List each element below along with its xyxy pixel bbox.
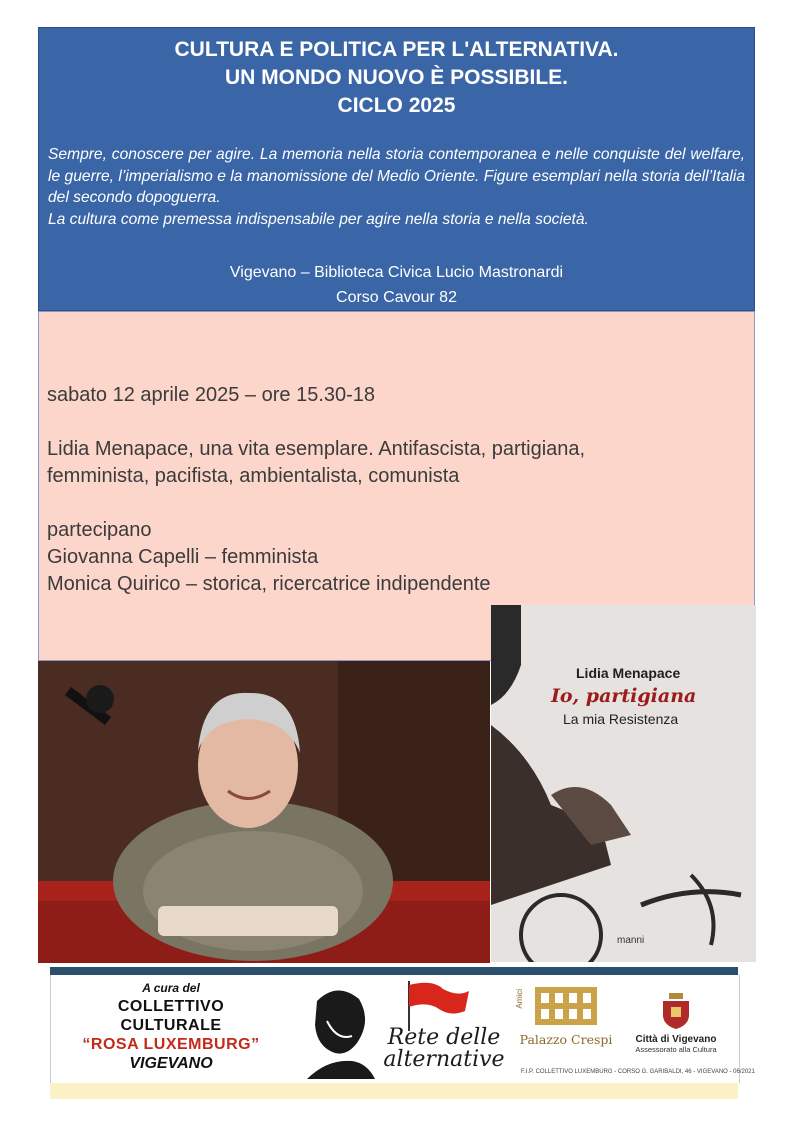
organizer-city: VIGEVANO xyxy=(129,1055,213,1072)
intro-closing: La cultura come premessa indispensabile per agire nella storia e nella società. xyxy=(48,210,589,228)
book-subtitle: La mia Resistenza xyxy=(563,711,679,727)
rete-line2: alternative xyxy=(383,1047,505,1072)
portrait-illustration xyxy=(38,661,490,963)
event-date-time: sabato 12 aprile 2025 – ore 15.30-18 xyxy=(47,384,376,406)
book-cover-illustration xyxy=(491,605,756,962)
speaker: Giovanna Capelli – femminista xyxy=(47,546,319,568)
event-topic: Lidia Menapace, una vita esemplare. Antifascista, partigiana, xyxy=(47,438,586,460)
organizer-intro: A cura del xyxy=(142,981,200,995)
venue-library: Vigevano – Biblioteca Civica Lucio Mastronardi xyxy=(229,264,564,281)
book-author: Lidia Menapace xyxy=(576,665,681,681)
footer-divider xyxy=(50,967,738,975)
palazzo-crespi-logo xyxy=(517,983,615,1047)
title-line: CICLO 2025 xyxy=(337,94,456,117)
organizer-name-line3: “ROSA LUXEMBURG” xyxy=(82,1036,260,1053)
portrait-photo xyxy=(38,661,490,963)
rete-alternative-logo xyxy=(379,1027,509,1071)
title-line: CULTURA E POLITICA PER L'ALTERNATIVA. xyxy=(174,38,619,61)
book-cover xyxy=(491,605,756,962)
palazzo-name: Palazzo Crespi xyxy=(519,1032,613,1047)
footer-strip xyxy=(50,1083,738,1099)
city-department: Assessorato alla Cultura xyxy=(635,1045,717,1054)
book-publisher: manni xyxy=(617,935,645,946)
intro-text xyxy=(48,144,745,230)
page-title xyxy=(39,36,754,120)
coat-of-arms-icon xyxy=(661,993,691,1029)
portrait-sketch-icon xyxy=(297,981,377,1079)
book-title: Io, partigiana xyxy=(551,685,697,707)
organizer-name-line2: CULTURALE xyxy=(120,1017,222,1034)
rete-line1: Rete delle xyxy=(387,1025,501,1050)
red-flag-icon xyxy=(403,981,473,1031)
city-name: Città di Vigevano xyxy=(635,1034,717,1045)
intro-paragraph: Sempre, conoscere per agire. La memoria nella storia contemporanea e nelle conquiste del welfare, le guerre, l’imperialismo e la manomissione del Medio Oriente. Figure esemplari nella storia dell’Italia del secondo dopoguerra. xyxy=(48,146,745,206)
building-icon xyxy=(531,983,601,1027)
print-credit: F.I.P. COLLETTIVO LUXEMBURG - CORSO G. GARIBALDI, 46 - VIGEVANO - 06/2021 xyxy=(521,1069,755,1075)
header-panel xyxy=(38,27,755,311)
speaker: Monica Quirico – storica, ricercatrice indipendente xyxy=(47,573,491,595)
palazzo-amici: Amici xyxy=(515,989,524,1009)
event-topic-continued: femminista, pacifista, ambientalista, comunista xyxy=(47,465,460,487)
organizer-name-line1: COLLETTIVO xyxy=(117,998,225,1015)
venue-address: Corso Cavour 82 xyxy=(336,289,457,306)
title-line: UN MONDO NUOVO È POSSIBILE. xyxy=(224,66,569,89)
venue xyxy=(39,260,754,310)
footer-logos xyxy=(50,975,755,1083)
organizer-logo xyxy=(51,979,291,1073)
participants-label: partecipano xyxy=(47,519,152,541)
city-logo xyxy=(621,993,731,1054)
